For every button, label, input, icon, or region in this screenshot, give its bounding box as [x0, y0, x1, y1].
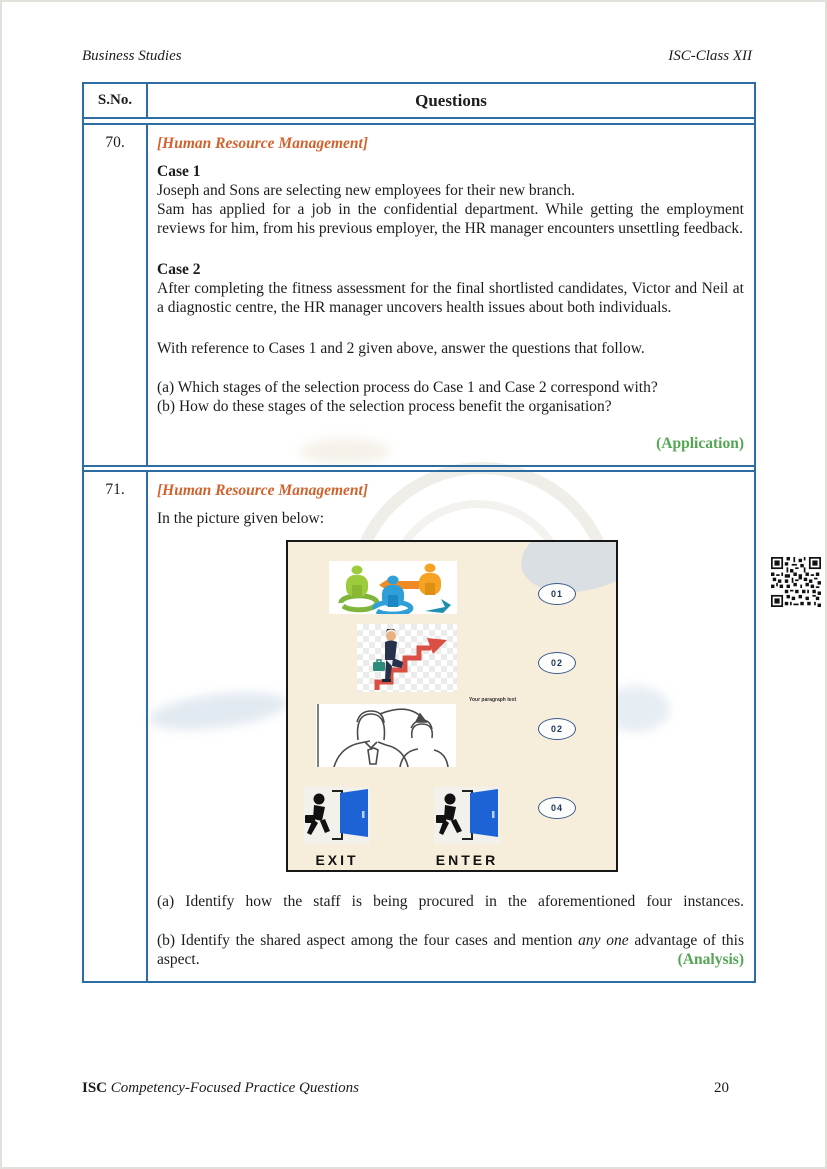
man-climbing-arrow-icon	[357, 624, 457, 692]
badge-01: 01	[538, 583, 576, 605]
referral-sketch-image	[316, 704, 456, 767]
header-subject: Business Studies	[82, 48, 182, 64]
badge-04: 04	[538, 797, 576, 819]
staff-cycle-image	[329, 561, 457, 614]
referral-sketch-icon	[316, 704, 456, 767]
page-footer	[82, 1080, 729, 1097]
table-row-question-70	[84, 125, 754, 465]
badge-03: 02	[538, 718, 576, 740]
question-number: 70.	[84, 125, 148, 465]
enter-door-image	[434, 787, 500, 868]
footer-title	[82, 1080, 359, 1097]
enter-door-icon	[434, 787, 500, 844]
question-71b-emphasis: any one	[578, 932, 629, 949]
career-climb-image	[357, 624, 457, 692]
question-71b-text: advantage of this aspect.	[157, 932, 744, 968]
question-71a: (a) Identify how the staff is being procured in the aforementioned four instances.	[157, 893, 744, 910]
header-class: ISC-Class XII	[668, 48, 752, 64]
topic-label: [Human Resource Management]	[157, 482, 368, 499]
footer-title-italic: Competency-Focused Practice Questions	[110, 1080, 360, 1096]
staff-cycle-icon	[329, 561, 457, 614]
question-number: 71.	[84, 472, 148, 981]
exit-door-icon	[304, 787, 370, 844]
column-header-sno: S.No.	[84, 84, 148, 117]
competency-tag-application: (Application)	[656, 435, 744, 452]
question-71-content	[148, 472, 754, 981]
double-rule	[84, 465, 754, 472]
badge-02: 02	[538, 652, 576, 674]
column-header-questions: Questions	[415, 91, 487, 110]
case2-heading: Case 2	[157, 261, 201, 278]
enter-label: ENTER	[435, 852, 499, 868]
table-header-row	[84, 84, 754, 119]
question-70b: (b) How do these stages of the selection process benefit the organisation?	[157, 398, 612, 415]
competency-tag-analysis: (Analysis)	[677, 951, 744, 968]
qr-code-icon	[771, 557, 821, 607]
question-71b-text: (b) Identify the shared aspect among the four cases and mention	[157, 932, 579, 949]
footer-title-bold: ISC	[82, 1080, 108, 1096]
case1-body: Sam has applied for a job in the confidential department. While getting the employment reviews for him, from his previous employer, the HR manager encounters unsettling feedback.	[157, 201, 744, 237]
reference-text: With reference to Cases 1 and 2 given above, answer the questions that follow.	[157, 340, 645, 357]
placeholder-text: Your paragraph text	[469, 697, 517, 703]
questions-table	[82, 82, 756, 983]
page-number: 20	[714, 1080, 729, 1096]
page-header	[82, 48, 752, 65]
question-70a: (a) Which stages of the selection process do Case 1 and Case 2 correspond with?	[157, 379, 658, 396]
case1-line1: Joseph and Sons are selecting new employees for their new branch.	[157, 182, 575, 199]
question-71b	[157, 931, 744, 969]
case1-heading: Case 1	[157, 163, 201, 180]
table-row-question-71	[84, 472, 754, 981]
question-figure	[286, 540, 618, 872]
question-70-content	[148, 125, 754, 465]
intro-text: In the picture given below:	[157, 510, 325, 527]
exit-door-image	[304, 787, 370, 868]
exit-label: EXIT	[315, 852, 359, 868]
topic-label: [Human Resource Management]	[157, 135, 368, 152]
case2-body: After completing the fitness assessment for the final shortlisted candidates, Victor and Neil at a diagnostic centre, the HR manager uncovers health issues about both individuals.	[157, 280, 744, 316]
